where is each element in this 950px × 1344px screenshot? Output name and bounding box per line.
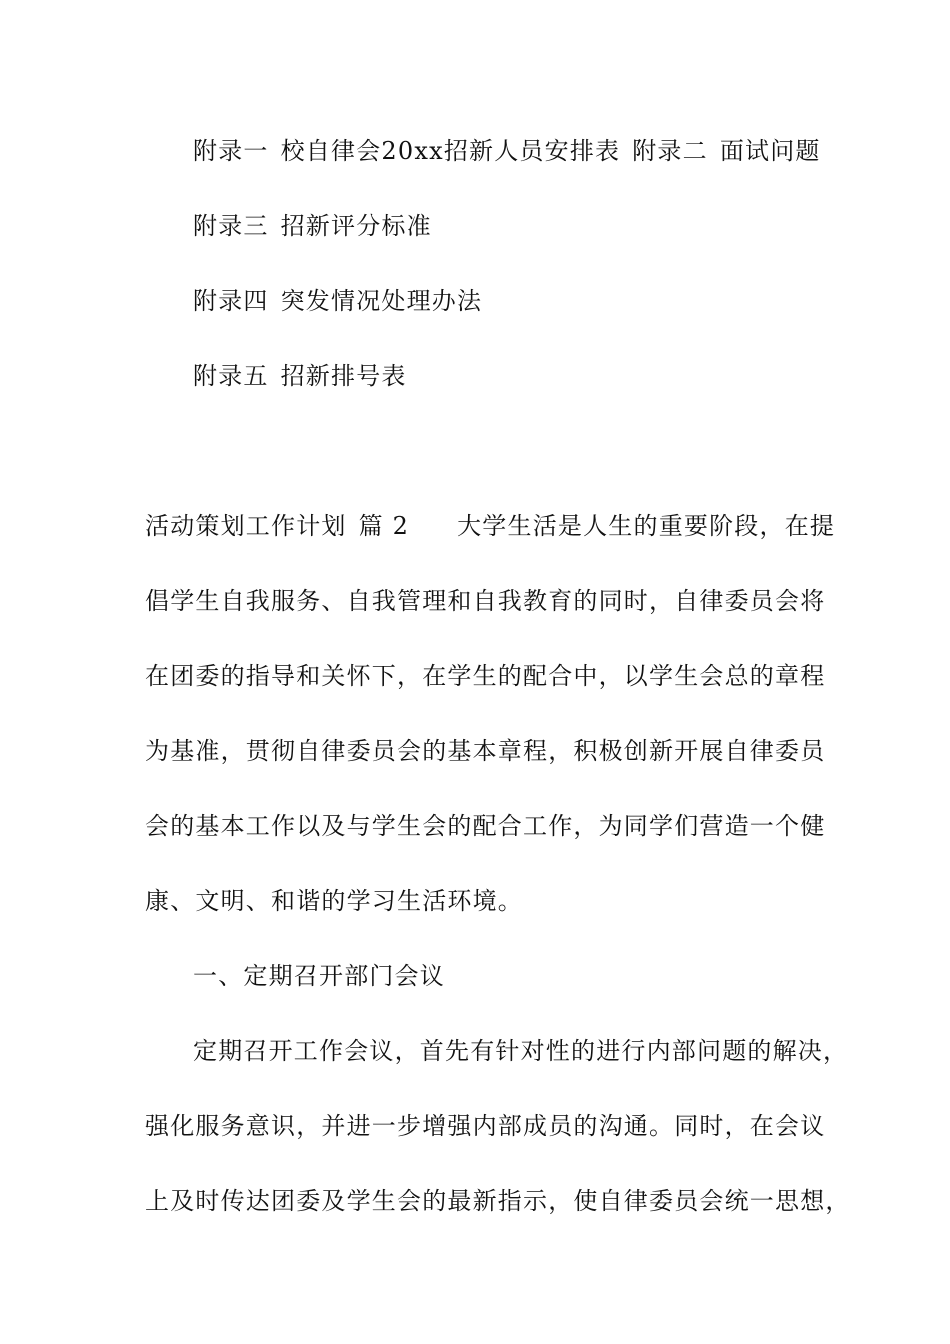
appendix-line-4 xyxy=(193,286,482,316)
section-title: 活动策划工作计划 xyxy=(145,512,347,540)
body-line-2: 倡学生自我服务、自我管理和自我教育的同时，自律委员会将 xyxy=(145,587,826,615)
appendix-2-text: 面试问题 xyxy=(719,137,821,165)
appendix-5-text: 招新排号表 xyxy=(280,362,407,390)
appendix-line-3 xyxy=(193,211,432,241)
appendix-3-label: 附录三 xyxy=(193,212,269,240)
body-line-4: 为基准，贯彻自律委员会的基本章程，积极创新开展自律委员 xyxy=(145,737,826,765)
appendix-3-text: 招新评分标准 xyxy=(280,212,432,240)
appendix-line-1 xyxy=(193,136,821,166)
section-heading-line xyxy=(145,511,835,541)
appendix-2-label: 附录二 xyxy=(632,137,708,165)
body-line-1: 大学生活是人生的重要阶段，在提 xyxy=(457,512,836,540)
appendix-1-text: 校自律会20xx招新人员安排表 xyxy=(280,137,621,165)
body-line-5: 会的基本工作以及与学生会的配合工作，为同学们营造一个健 xyxy=(145,812,826,840)
body-line-6: 康、文明、和谐的学习生活环境。 xyxy=(145,887,523,915)
body-line-3: 在团委的指导和关怀下，在学生的配合中，以学生会总的章程 xyxy=(145,662,826,690)
paragraph-line-1: 定期召开工作会议，首先有针对性的进行内部问题的解决， xyxy=(193,1037,849,1065)
subheading: 一、定期召开部门会议 xyxy=(193,962,445,990)
appendix-line-5 xyxy=(193,361,407,391)
section-piece-number: 篇 2 xyxy=(358,512,410,540)
paragraph-line-3: 上及时传达团委及学生会的最新指示，使自律委员会统一思想， xyxy=(145,1187,851,1215)
paragraph-line-2: 强化服务意识，并进一步增强内部成员的沟通。同时，在会议 xyxy=(145,1112,826,1140)
appendix-5-label: 附录五 xyxy=(193,362,269,390)
appendix-4-text: 突发情况处理办法 xyxy=(280,287,483,315)
appendix-1-label: 附录一 xyxy=(193,137,269,165)
appendix-4-label: 附录四 xyxy=(193,287,269,315)
